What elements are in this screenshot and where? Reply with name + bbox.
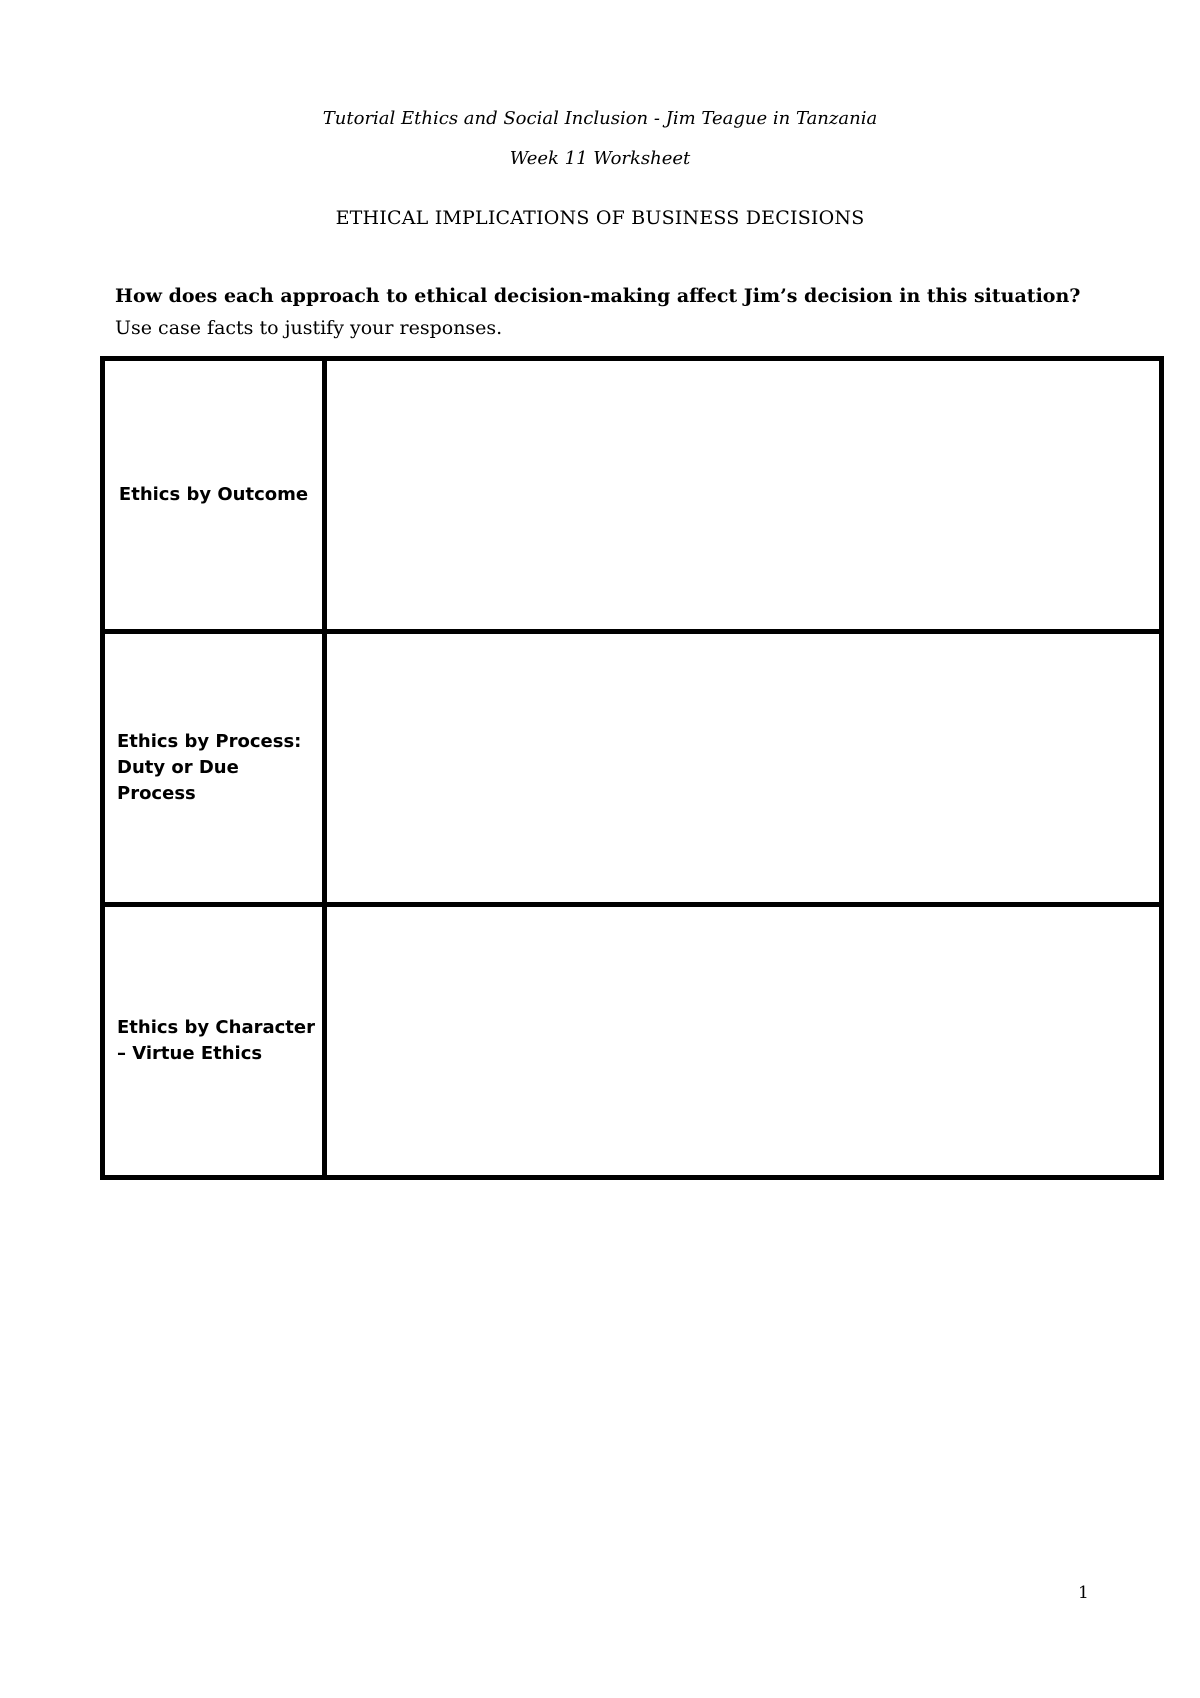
week-label: Week 11 Worksheet <box>509 148 691 169</box>
table-row-outcome <box>103 359 1162 632</box>
row-label-process: Ethics by Process: Duty or Due Process <box>103 632 325 905</box>
page-title: ETHICAL IMPLICATIONS OF BUSINESS DECISIONS <box>335 207 865 229</box>
page-number: 1 <box>1078 1583 1089 1603</box>
row-label-outcome: Ethics by Outcome <box>103 359 325 632</box>
table-row-character <box>103 905 1162 1178</box>
answer-cell-character[interactable] <box>325 905 1162 1178</box>
worksheet-table <box>100 356 1164 1180</box>
question-bold-text: How does each approach to ethical decision-making affect Jim’s decision in this situation? <box>115 285 1081 307</box>
question-instruction-text: Use case facts to justify your responses. <box>115 317 503 339</box>
answer-cell-process[interactable] <box>325 632 1162 905</box>
answer-cell-outcome[interactable] <box>325 359 1162 632</box>
question-prompt <box>115 280 1105 344</box>
course-title: Tutorial Ethics and Social Inclusion - Jim Teague in Tanzania <box>322 108 878 129</box>
row-label-character: Ethics by Character – Virtue Ethics <box>103 905 325 1178</box>
table-row-process <box>103 632 1162 905</box>
